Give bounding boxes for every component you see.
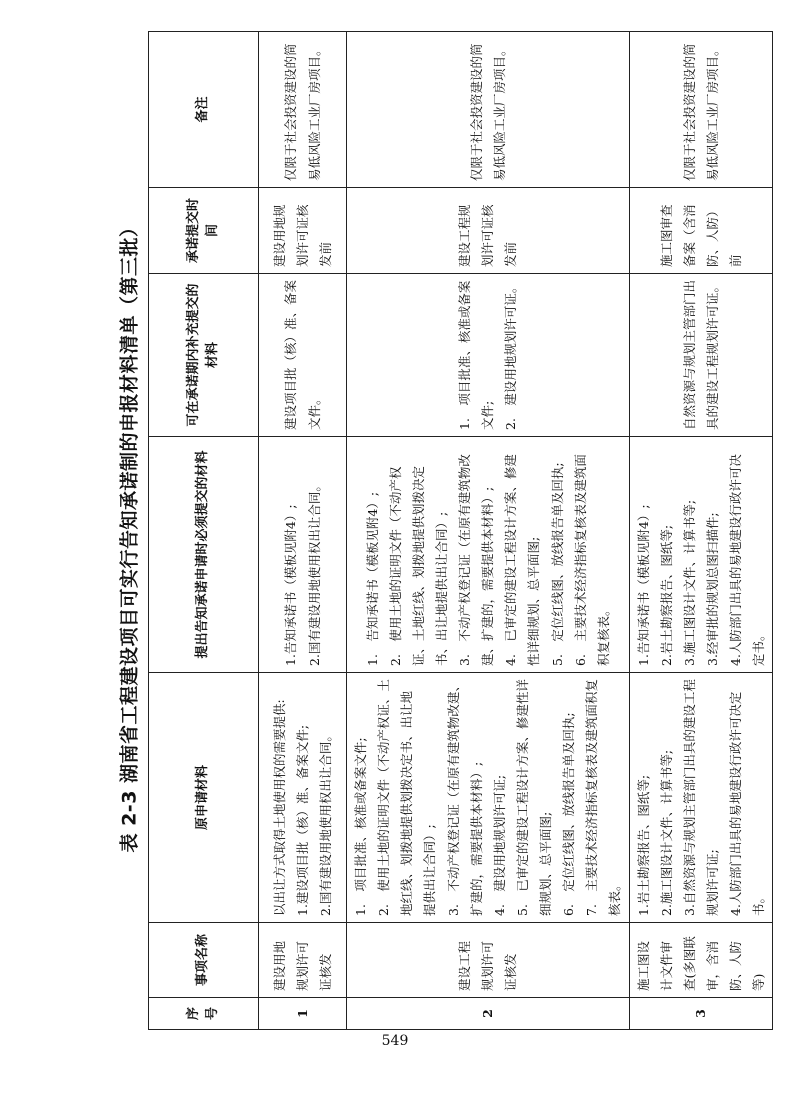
- page-number: 549: [381, 1033, 409, 1049]
- original-line: 4. 建设用地规划许可证;: [491, 774, 507, 916]
- original-line: 1.建设项目批（核）准、备案文件;: [294, 724, 310, 916]
- must-line: 6. 主要技术经济指标复核表及建筑面积复核表。: [572, 454, 611, 666]
- row-seq: 2: [347, 998, 630, 1030]
- original-line: 2.国有建设用地使用权出让合同。: [318, 729, 334, 916]
- original-line: 1. 项目批准、核准或备案文件;: [353, 737, 368, 916]
- table-row: [259, 32, 347, 1030]
- supplement-line: 自然资源与规划主管部门出具的建设工程规划许可证。: [681, 279, 720, 430]
- must-line: 1.告知承诺书（模板见附4）;: [283, 504, 299, 666]
- header-supplement: 可在承诺期内补充提交的材料: [149, 274, 259, 437]
- row-remark: 仅限于社会投资建设的简易低风险工业厂房项目。: [629, 32, 773, 188]
- row-seq: 3: [629, 998, 773, 1030]
- row-time: 建设工程规划许可证核发前: [347, 188, 630, 274]
- must-line: 5. 定位红线图、放线报告单及回执;: [549, 462, 565, 666]
- must-line: 4. 已审定的建设工程设计方案、修建性详细规划、总平面图;: [503, 454, 542, 666]
- original-line: 5. 已审定的建设工程设计方案、修建性详细规划、总平面图;: [514, 679, 553, 916]
- table-row: [629, 32, 773, 1030]
- header-original: 原申请材料: [149, 673, 259, 923]
- row-item: 施工图设计文件审查(多图联审，含消防、人防等): [629, 923, 773, 998]
- row-item: 建设用地规划许可证核发: [259, 923, 347, 998]
- must-line: 1.告知承诺书（模板见附4）;: [635, 504, 651, 666]
- supplement-line: 建设项目批（核）准、备案文件。: [283, 279, 322, 430]
- row-original: [629, 673, 773, 923]
- original-line: 6. 定位红线图、放线报告单及回执;: [561, 712, 577, 916]
- materials-table: [148, 31, 773, 1030]
- table-container: [148, 32, 767, 1030]
- header-remark: 备注: [149, 32, 259, 188]
- header-time: 承诺提交时间: [149, 188, 259, 274]
- must-line: 2. 使用土地的证明文件（不动产权证、土地红线、划拨地提供划拨决定书、出让地提供出让合同）;: [387, 465, 449, 666]
- table-header-row: [149, 32, 259, 1030]
- supplement-line: 1. 项目批准、核准或备案文件;: [457, 280, 496, 430]
- original-line: 2.施工图设计文件、计算书等;: [658, 749, 674, 916]
- must-line: 1. 告知承诺书（模板见附4）;: [364, 491, 380, 666]
- original-line: 3.自然资源与规划主管部门出具的建设工程规划许可证;: [681, 679, 720, 916]
- table-row: [347, 32, 630, 1030]
- row-original: [259, 673, 347, 923]
- header-must: 提出告知承诺申请时必须提交的材料: [149, 437, 259, 673]
- row-must: [629, 437, 773, 673]
- row-supplement: [259, 274, 347, 437]
- row-item: 建设工程规划许可证核发: [347, 923, 630, 998]
- must-line: 2.岩土勘察报告、图纸等;: [658, 524, 674, 666]
- row-must: [347, 437, 630, 673]
- row-time: 建设用地规划许可证核发前: [259, 188, 347, 274]
- supplement-line: 2. 建设用地规划许可证。: [503, 280, 519, 430]
- must-line: 3.施工图设计文件、计算书等;: [681, 499, 697, 666]
- original-line: 1.岩土勘察报告、图纸等;: [635, 774, 651, 916]
- original-line: 2. 使用土地的证明文件（不动产权证、土地红线、划拨地提供划拨决定书、出让地提供出让合同）;: [376, 679, 438, 916]
- must-line: 4.人防部门出具的易地建设行政许可决定书。: [728, 454, 767, 666]
- row-remark: 仅限于社会投资建设的简易低风险工业厂房项目。: [259, 32, 347, 188]
- row-supplement: [629, 274, 773, 437]
- row-supplement: [347, 274, 630, 437]
- row-original: [347, 673, 630, 923]
- header-item: 事项名称: [149, 923, 259, 998]
- title-text: 表 2-3 湖南省工程建设项目可实行告知承诺制的申报材料清单（第三批）: [118, 217, 141, 853]
- original-line: 以出让方式取得土地使用权的需要提供:: [271, 699, 287, 916]
- must-line: 2.国有建设用地使用权出让合同。: [306, 479, 322, 666]
- page-title: [110, 40, 146, 1030]
- must-line: 3. 不动产权登记证（在原有建筑物改建、扩建的，需要提供本材料）;: [457, 454, 496, 666]
- row-must: [259, 437, 347, 673]
- row-time: 施工图审查备案（含消防、人防）前: [629, 188, 773, 274]
- original-line: 7. 主要技术经济指标复核表及建筑面积复核表。: [584, 679, 623, 916]
- must-line: 3.经审批的规划总图扫描件;: [704, 512, 720, 666]
- row-seq: 1: [259, 998, 347, 1030]
- header-seq: 序号: [149, 998, 259, 1030]
- original-line: 3. 不动产权登记证（在原有建筑物改建、扩建的，需要提供本材料）;: [445, 679, 484, 916]
- original-line: 4.人防部门出具的易地建设行政许可决定书。: [728, 691, 767, 916]
- row-remark: 仅限于社会投资建设的简易低风险工业厂房项目。: [347, 32, 630, 188]
